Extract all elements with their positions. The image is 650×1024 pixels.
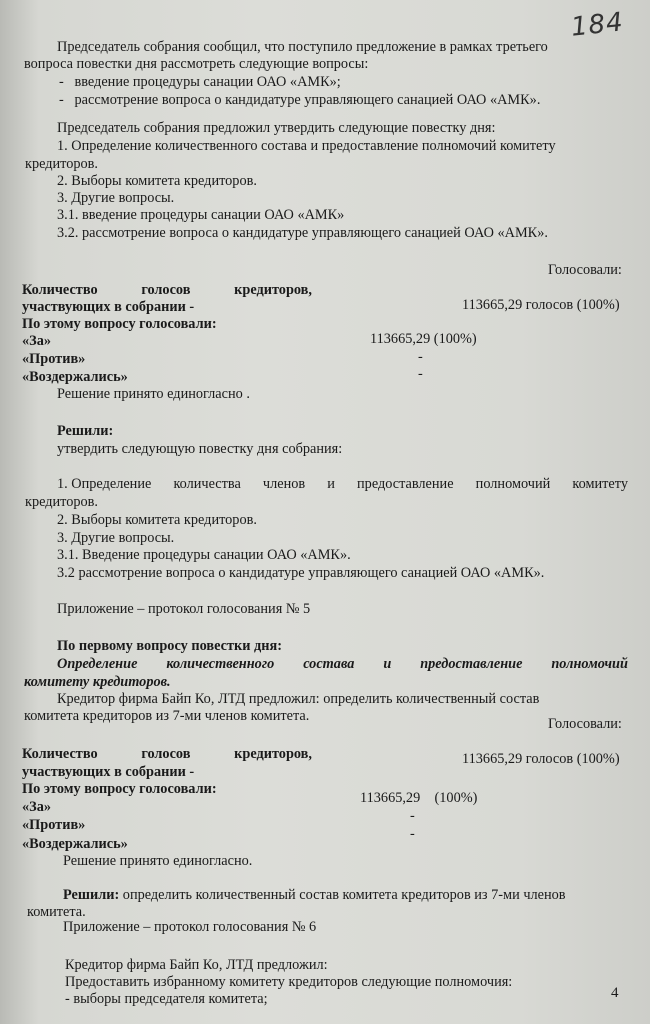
vote1-count-label-l2: участвующих в собрании -	[22, 299, 195, 315]
page-number: 4	[611, 985, 619, 1001]
vote2-abstain-value: -	[410, 826, 415, 842]
p1-line1: Председатель собрания сообщил, что поступило предложение в рамках третьего	[57, 39, 548, 55]
q1-title-l2: комитету кредиторов.	[24, 674, 171, 690]
vote2-count-label-l2: участвующих в собрании -	[22, 764, 195, 780]
resolved1-item1a: 1. Определение количества членов и предоставление полномочий комитету	[57, 476, 628, 492]
plast-line1: Кредитор фирма Байп Ко, ЛТД предложил:	[65, 957, 328, 973]
plast-line2: Предоставить избранному комитету кредиторов следующие полномочия:	[65, 974, 513, 990]
vote1-against-value: -	[418, 349, 423, 365]
vote2-against-label: «Против»	[22, 817, 86, 833]
p1-line2: вопроса повестки дня рассмотреть следующие вопросы:	[24, 56, 369, 72]
p2-item1a: 1. Определение количественного состава и предоставление полномочий комитету	[57, 138, 556, 154]
resolved1-item3: 3. Другие вопросы.	[57, 530, 175, 546]
plast-line3: - выборы председателя комитета;	[65, 991, 268, 1007]
vote1-for-value: 113665,29 (100%)	[370, 331, 477, 347]
vote2-abstain-label: «Воздержались»	[22, 836, 128, 852]
p2-item2: 2. Выборы комитета кредиторов.	[57, 173, 257, 189]
resolved2-line1	[63, 887, 628, 904]
vote1-by-question: По этому вопросу голосовали:	[22, 316, 217, 332]
vote1-voted: Голосовали:	[548, 262, 622, 278]
resolved1-appendix: Приложение – протокол голосования № 5	[57, 601, 311, 617]
resolved2-text-l2: комитета.	[27, 904, 86, 920]
resolved1-heading: Решили:	[57, 423, 114, 439]
p1-bullet-1: - введение процедуры санации ОАО «АМК»;	[59, 74, 341, 90]
resolved2-heading: Решили:	[63, 887, 120, 903]
p2-item3: 3. Другие вопросы.	[57, 190, 175, 206]
p2-item31: 3.1. введение процедуры санации ОАО «АМК»	[57, 207, 345, 223]
vote1-count-value: 113665,29 голосов (100%)	[462, 297, 620, 313]
vote2-for-label: «За»	[22, 799, 51, 815]
p2-item1b: кредиторов.	[25, 156, 99, 172]
resolved1-intro: утвердить следующую повестку дня собрания:	[57, 441, 343, 457]
vote2-by-question: По этому вопросу голосовали:	[22, 781, 217, 797]
q1-heading: По первому вопросу повестки дня:	[57, 638, 282, 654]
q1-proposal-l1: Кредитор фирма Байп Ко, ЛТД предложил: определить количественный состав	[57, 691, 540, 707]
resolved1-item1b: кредиторов.	[25, 494, 99, 510]
vote2-count-label-l1: Количество голосов кредиторов,	[22, 746, 312, 762]
vote2-voted: Голосовали:	[548, 716, 622, 732]
vote1-abstain-value: -	[418, 366, 423, 382]
resolved1-item2: 2. Выборы комитета кредиторов.	[57, 512, 257, 528]
vote2-for-value: 113665,29 (100%)	[360, 790, 478, 806]
p2-line1: Председатель собрания предложил утвердить следующие повестку дня:	[57, 120, 496, 136]
vote1-count-label-l1: Количество голосов кредиторов,	[22, 282, 312, 298]
vote1-for-label: «За»	[22, 333, 51, 349]
vote2-decision: Решение принято единогласно.	[63, 853, 253, 869]
vote2-against-value: -	[410, 808, 415, 824]
p2-item32: 3.2. рассмотрение вопроса о кандидатуре управляющего санацией ОАО «АМК».	[57, 225, 548, 241]
q1-title-l1: Определение количественного состава и предоставление полномочий	[57, 656, 628, 672]
vote1-decision: Решение принято единогласно .	[57, 386, 250, 402]
resolved2-appendix: Приложение – протокол голосования № 6	[63, 919, 317, 935]
resolved1-item31: 3.1. Введение процедуры санации ОАО «АМК».	[57, 547, 351, 563]
handwritten-page-number: 184	[569, 7, 626, 43]
vote1-against-label: «Против»	[22, 351, 86, 367]
resolved2-text-l1: определить количественный состав комитета кредиторов из 7-ми членов	[122, 887, 566, 903]
resolved1-item32: 3.2 рассмотрение вопроса о кандидатуре управляющего санацией ОАО «АМК».	[57, 565, 545, 581]
vote1-abstain-label: «Воздержались»	[22, 369, 128, 385]
p1-bullet-2: - рассмотрение вопроса о кандидатуре управляющего санацией ОАО «АМК».	[59, 92, 541, 108]
vote2-count-value: 113665,29 голосов (100%)	[462, 751, 620, 767]
q1-proposal-l2: комитета кредиторов из 7-ми членов комитета.	[24, 708, 310, 724]
